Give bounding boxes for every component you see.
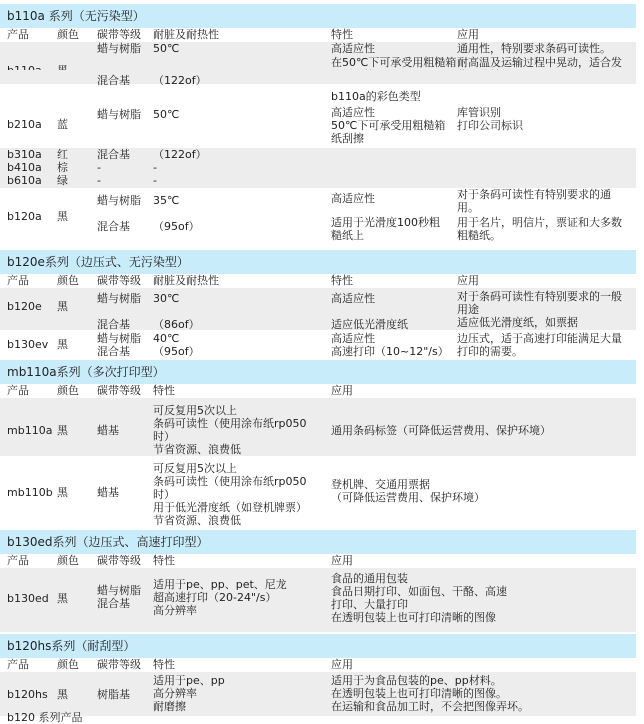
table-cell: 红 棕 绿 [57, 148, 68, 187]
table-header-row [0, 554, 636, 568]
table-cell: 颜色 [57, 658, 79, 671]
table-row [0, 398, 636, 456]
table-cell: 高适应性 50℃下可承受用粗糙箱 纸刮擦 [331, 106, 446, 145]
table-cell: 适用于pe、pp、pet、尼龙 超高速打印（20-24"/s） 高分辨率 [153, 578, 287, 617]
table-row [0, 288, 636, 330]
table-cell: （95of） [153, 220, 200, 233]
table-cell: 食品的通用包装 食品日期打印、如面包、干酪、高速 打印、大量打印 在透明包装上也可打印清晰的图像 [331, 572, 507, 624]
table-cell: 产品 [7, 658, 29, 671]
table-cell: 产品 [7, 28, 29, 41]
table-cell: mb110a [7, 424, 53, 437]
section-title: b110a 系列（无污染型） [0, 4, 636, 28]
table-cell: b210a [7, 118, 42, 131]
table-cell: 耐脏及耐热性 [153, 274, 219, 287]
table-cell: 可反复用5次以上 条码可读性（使用涂布纸rp050 时） 节省资源、浪费低 [153, 404, 307, 456]
table-row [0, 330, 636, 358]
table-cell: 碳带等级 [97, 658, 141, 671]
table-cell: 在50℃下可承受用粗糙箱 [331, 56, 457, 69]
table-cell: 蜡与树脂 [97, 108, 141, 121]
table-cell: 蜡与树脂 [97, 194, 141, 207]
table-cell: 颜色 [57, 554, 79, 567]
table-row [0, 204, 636, 223]
table-cell: 耐脏及耐热性 [153, 28, 219, 41]
table-cell: 耐高温及运输过程中晃动，适合发 [457, 56, 622, 69]
table-cell: b120hs [7, 688, 48, 701]
table-row [0, 672, 636, 716]
table-header-row [0, 384, 636, 398]
table-cell: 特性 [331, 28, 353, 41]
table-row [0, 42, 636, 56]
table-cell: 适用于pe、pp 高分辨率 耐磨擦 [153, 674, 225, 713]
table-cell: 可反复用5次以上 条码可读性（使用涂布纸rp050 时） 用于低光滑度纸（如登机牌票） 节省资源、浪费低 [153, 462, 307, 527]
table-cell: 蜡基 [97, 486, 119, 499]
table-cell: 碳带等级 [97, 384, 141, 397]
table-cell: b120e [7, 300, 42, 313]
table-cell: 对于条码可读性有特别要求的通 用。 [457, 188, 611, 214]
table-cell: 用于名片，明信片，票证和大多数 粗糙纸。 [457, 216, 622, 242]
table-cell: 35℃ [153, 194, 180, 207]
table-cell: 适用于光滑度100秒粗 糙纸上 [331, 216, 440, 242]
table-cell: b110a的彩色类型 [331, 90, 421, 103]
table-cell: 蜡与树脂 [97, 42, 141, 55]
table-cell: 混合基 - - [97, 148, 130, 187]
table-cell: 蓝 [57, 118, 68, 131]
table-cell: 蜡与树脂 混合基 [97, 292, 141, 331]
table-cell: 高适应性 高速打印（10~12"/s） [331, 332, 449, 358]
table-cell: 高适应性 适应低光滑度纸 [331, 292, 408, 331]
table-cell: 适用于为食品包装的pe、pp材料。 在透明包装上也可打印清晰的图像。 在运输和食品加工时，不会把图像弄坏。 [331, 674, 529, 713]
table-cell: 特性 [153, 554, 175, 567]
table-cell: 产品 [7, 384, 29, 397]
table-cell: b310a b410a b610a [7, 148, 42, 187]
section-title: mb110a系列（多次打印型） [0, 360, 636, 384]
table-row [0, 148, 636, 188]
table-cell: 混合基 [97, 74, 130, 87]
table-cell: 特性 [153, 384, 175, 397]
table-cell: 通用条码标签（可降低运营费用、保护环境） [331, 424, 551, 437]
table-cell: 库管识别 打印公司标识 [457, 106, 523, 132]
table-cell: b130ev [7, 338, 49, 351]
table-cell: 黑 [57, 300, 68, 313]
table-cell: 蜡与树脂 混合基 [97, 584, 141, 610]
table-row [0, 456, 636, 530]
table-cell: 30℃ （86of） [153, 292, 200, 331]
table-cell: 蜡基 [97, 424, 119, 437]
table-cell: 黑 [57, 486, 68, 499]
table-cell: 碳带等级 [97, 274, 141, 287]
table-header-row [0, 28, 636, 42]
table-cell: 应用 [457, 274, 479, 287]
section-title: b120e系列（边压式、无污染型） [0, 250, 636, 274]
table-cell: 对于条码可读性有特别要求的一般 用途 适应低光滑度纸，如票据 [457, 290, 622, 329]
table-row [0, 212, 636, 248]
table-cell: 高适应性 [331, 192, 375, 205]
table-cell: 通用性，特别要求条码可读性。 [457, 42, 611, 55]
table-cell: 边压式，适于高速打印能满足大量 打印的需要。 [457, 332, 622, 358]
table-cell: 混合基 [97, 220, 130, 233]
table-cell: 树脂基 [97, 688, 130, 701]
table-cell: 50℃ [153, 108, 180, 121]
footer-partial-text: b120 系列产品 [7, 711, 83, 724]
table-cell: 颜色 [57, 384, 79, 397]
table-cell: 应用 [331, 554, 353, 567]
section-title: b130ed系列（边压式、高速打印型） [0, 530, 636, 554]
table-cell: 黑 [57, 688, 68, 701]
table-row [0, 568, 636, 632]
table-cell: （122of） - - [153, 148, 207, 187]
table-cell: 黑 [57, 592, 68, 605]
table-cell: （122of） [153, 74, 207, 87]
table-cell: 黑 [57, 338, 68, 351]
table-cell: 蜡与树脂 混合基 [97, 332, 141, 358]
table-cell: 50℃ [153, 42, 180, 55]
table-cell: 产品 [7, 274, 29, 287]
table-cell: 产品 [7, 554, 29, 567]
table-cell: 应用 [331, 384, 353, 397]
table-cell: 40℃ （95of） [153, 332, 200, 358]
table-cell: 应用 [331, 658, 353, 671]
table-cell: 颜色 [57, 274, 79, 287]
table-header-row [0, 274, 636, 288]
table-row [0, 98, 636, 144]
table-cell: 碳带等级 [97, 28, 141, 41]
table-cell: mb110b [7, 486, 53, 499]
table-cell: 登机牌、交通用票据 （可降低运营费用、保护环境） [331, 478, 485, 504]
section-title: b120hs系列（耐刮型） [0, 634, 636, 658]
table-cell: 特性 [331, 274, 353, 287]
table-cell: 黑 [57, 424, 68, 437]
table-cell: b130ed [7, 592, 49, 605]
table-cell: 碳带等级 [97, 554, 141, 567]
table-cell: b120a [7, 210, 42, 223]
table-cell: 特性 [153, 658, 175, 671]
table-header-row [0, 658, 636, 672]
table-cell: 高适应性 [331, 42, 375, 55]
table-cell: 黑 [57, 210, 68, 223]
table-row [0, 70, 636, 87]
table-row [0, 188, 636, 214]
table-cell: 颜色 [57, 28, 79, 41]
table-cell: 应用 [457, 28, 479, 41]
